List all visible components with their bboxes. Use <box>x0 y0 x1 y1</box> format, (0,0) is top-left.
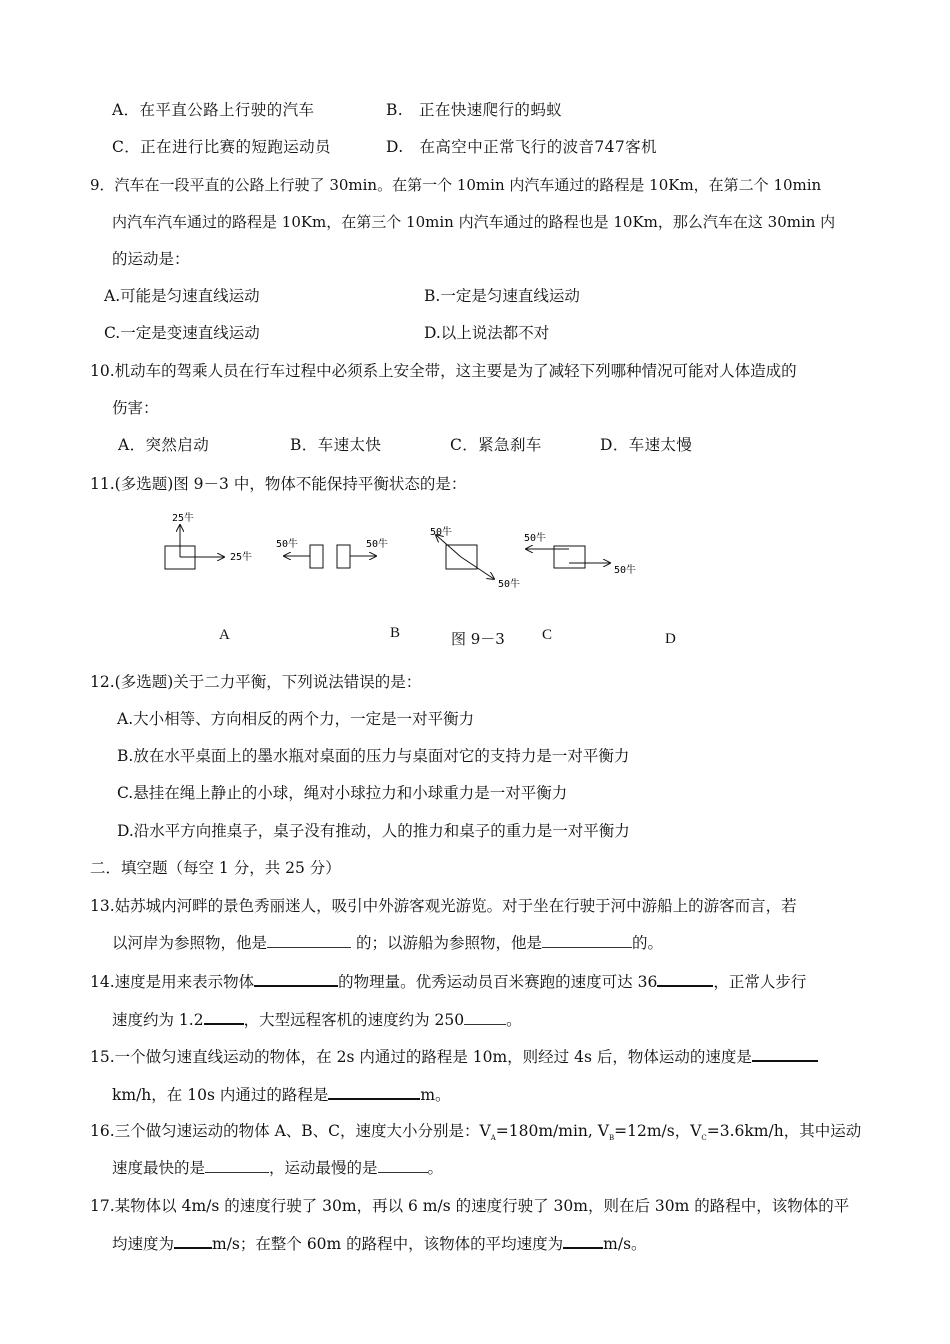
q14-blank-1[interactable] <box>254 971 338 987</box>
q13-blank-1[interactable] <box>267 933 351 948</box>
q14-text-e: ，大型远程客机的速度约为 250 <box>243 1011 465 1029</box>
q8-option-b: B. 正在快速爬行的蚂蚁 <box>386 101 563 119</box>
q17-text-c: m/s。 <box>603 1235 647 1253</box>
object-box <box>310 545 323 568</box>
figure-9-3 <box>0 505 950 615</box>
q15-text-c: m。 <box>420 1086 451 1104</box>
force-arrow-up-left <box>436 535 461 557</box>
q9-option-a: A.可能是匀速直线运动 <box>104 287 260 305</box>
force-label: 50牛 <box>276 539 299 550</box>
q16-blank-2[interactable] <box>378 1158 428 1173</box>
q16-text-b: =180m/min, V <box>495 1122 609 1140</box>
q17-stem-line1: 17.某物体以 4m/s 的速度行驶了 30m，再以 6 m/s 的速度行驶了 30m，则在后 30m 的路程中，该物体的平 <box>90 1197 850 1215</box>
diagram-d <box>524 531 636 576</box>
q15-blank-1[interactable] <box>752 1046 818 1062</box>
force-label: 50牛 <box>524 533 547 544</box>
q14-text-b: 的物理量。优秀运动员百米赛跑的速度可达 36 <box>338 973 658 991</box>
q8-option-a: A．在平直公路上行驶的汽车 <box>112 101 315 119</box>
q16-text-d: =3.6km/h，其中运动 <box>706 1122 862 1140</box>
q17-stem-line2 <box>112 1233 647 1254</box>
q9-option-b: B.一定是匀速直线运动 <box>424 287 580 305</box>
figure-caption: 图 9－3 <box>451 630 505 648</box>
q13-text-c: 的。 <box>631 934 663 952</box>
q14-blank-3[interactable] <box>204 1009 244 1025</box>
q12-stem: 12.(多选题)关于二力平衡，下列说法错误的是： <box>90 673 422 691</box>
q8-option-d: D. 在高空中正常飞行的波音747客机 <box>386 138 657 156</box>
q9-option-c: C.一定是变速直线运动 <box>104 324 260 342</box>
force-label: 50牛 <box>366 539 389 550</box>
q13-text-b: 的；以游船为参照物，他是 <box>355 934 542 952</box>
diagram-a <box>165 511 252 569</box>
q16-sub-a: A <box>490 1134 496 1142</box>
q14-text-c: ，正常人步行 <box>713 973 807 991</box>
q11-stem: 11.(多选题)图 9－3 中，物体不能保持平衡状态的是： <box>90 475 467 493</box>
q16-stem-line2 <box>112 1158 443 1178</box>
force-label: 50牛 <box>614 565 637 576</box>
q14-text-f: 。 <box>506 1011 522 1029</box>
q14-stem-line2 <box>112 1009 522 1030</box>
q9-stem-line1: 9．汽车在一段平直的公路上行驶了 30min。在第一个 10min 内汽车通过的路程是 10Km，在第二个 10min <box>90 176 822 194</box>
q17-text-a: 均速度为 <box>112 1235 175 1253</box>
q10-stem-line1: 10.机动车的驾乘人员在行车过程中必须系上安全带，这主要是为了减轻下列哪种情况可能对人体造成的 <box>90 362 797 380</box>
q16-text-c: =12m/s，V <box>614 1122 702 1140</box>
q15-blank-2[interactable] <box>328 1084 420 1100</box>
force-label: 25牛 <box>172 513 195 524</box>
q13-stem-line2 <box>112 933 663 953</box>
force-label: 50牛 <box>430 527 453 538</box>
q13-text-a: 以河岸为参照物，他是 <box>112 934 268 952</box>
diagram-b <box>276 537 388 568</box>
q14-blank-2[interactable] <box>657 971 713 987</box>
q16-sub-b: B <box>608 1134 615 1142</box>
q10-stem-line2: 伤害： <box>112 399 159 417</box>
q12-option-a: A.大小相等、方向相反的两个力，一定是一对平衡力 <box>117 710 475 728</box>
q17-blank-1[interactable] <box>174 1233 212 1249</box>
force-label: 50牛 <box>498 579 521 590</box>
q16-text-f: ，运动最慢的是 <box>269 1159 378 1177</box>
q10-option-d: D．车速太慢 <box>600 436 693 454</box>
q10-option-a: A．突然启动 <box>118 436 210 454</box>
q8-option-c: C．正在进行比赛的短跑运动员 <box>112 138 331 156</box>
q16-sub-c: C <box>701 1134 707 1142</box>
q15-stem-line1 <box>90 1046 818 1067</box>
q13-blank-2[interactable] <box>542 933 632 948</box>
figure-label-c: C <box>542 627 553 643</box>
object-box <box>337 545 350 568</box>
figure-label-b: B <box>390 625 401 641</box>
q10-option-b: B．车速太快 <box>290 436 382 454</box>
q15-text-b: km/h，在 10s 内通过的路程是 <box>112 1086 329 1104</box>
section-heading-fill-in: 二．填空题（每空 1 分，共 25 分） <box>90 859 341 877</box>
q16-text-g: 。 <box>427 1159 444 1177</box>
q14-blank-4[interactable] <box>464 1010 506 1025</box>
q9-stem-line3: 的运动是： <box>112 250 190 268</box>
figure-label-a: A <box>219 627 230 643</box>
q12-option-c: C.悬挂在绳上静止的小球，绳对小球拉力和小球重力是一对平衡力 <box>117 784 568 802</box>
force-label: 25牛 <box>230 552 253 563</box>
diagram-c <box>430 525 520 590</box>
q9-option-d: D.以上说法都不对 <box>424 324 550 342</box>
q14-text-a: 14.速度是用来表示物体 <box>90 973 255 991</box>
q12-option-b: B.放在水平桌面上的墨水瓶对桌面的压力与桌面对它的支持力是一对平衡力 <box>117 747 630 765</box>
q15-text-a: 15.一个做匀速直线运动的物体，在 2s 内通过的路程是 10m，则经过 4s 后，物体运动的速度是 <box>90 1048 752 1066</box>
q16-text-e: 速度最快的是 <box>112 1159 206 1177</box>
q14-text-d: 速度约为 1.2 <box>112 1011 204 1029</box>
q16-text-a: 16.三个做匀速运动的物体 A、B、C，速度大小分别是：V <box>90 1122 491 1140</box>
figure-label-d: D <box>665 631 676 647</box>
q10-option-c: C．紧急刹车 <box>450 436 542 454</box>
q9-stem-line2: 内汽车汽车通过的路程是 10Km，在第三个 10min 内汽车通过的路程也是 10Km，那么汽车在这 30min 内 <box>112 213 836 231</box>
q14-stem-line1 <box>90 971 806 992</box>
q17-blank-2[interactable] <box>563 1233 603 1249</box>
q15-stem-line2 <box>112 1084 451 1105</box>
q13-stem-line1: 13.姑苏城内河畔的景色秀丽迷人，吸引中外游客观光游览。对于坐在行驶于河中游船上的游客而言，若 <box>90 897 797 915</box>
q12-option-d: D.沿水平方向推桌子，桌子没有推动，人的推力和桌子的重力是一对平衡力 <box>117 822 630 840</box>
q16-blank-1[interactable] <box>205 1158 269 1173</box>
q16-stem-line1 <box>90 1121 861 1148</box>
q17-text-b: m/s；在整个 60m 的路程中，该物体的平均速度为 <box>212 1235 564 1253</box>
